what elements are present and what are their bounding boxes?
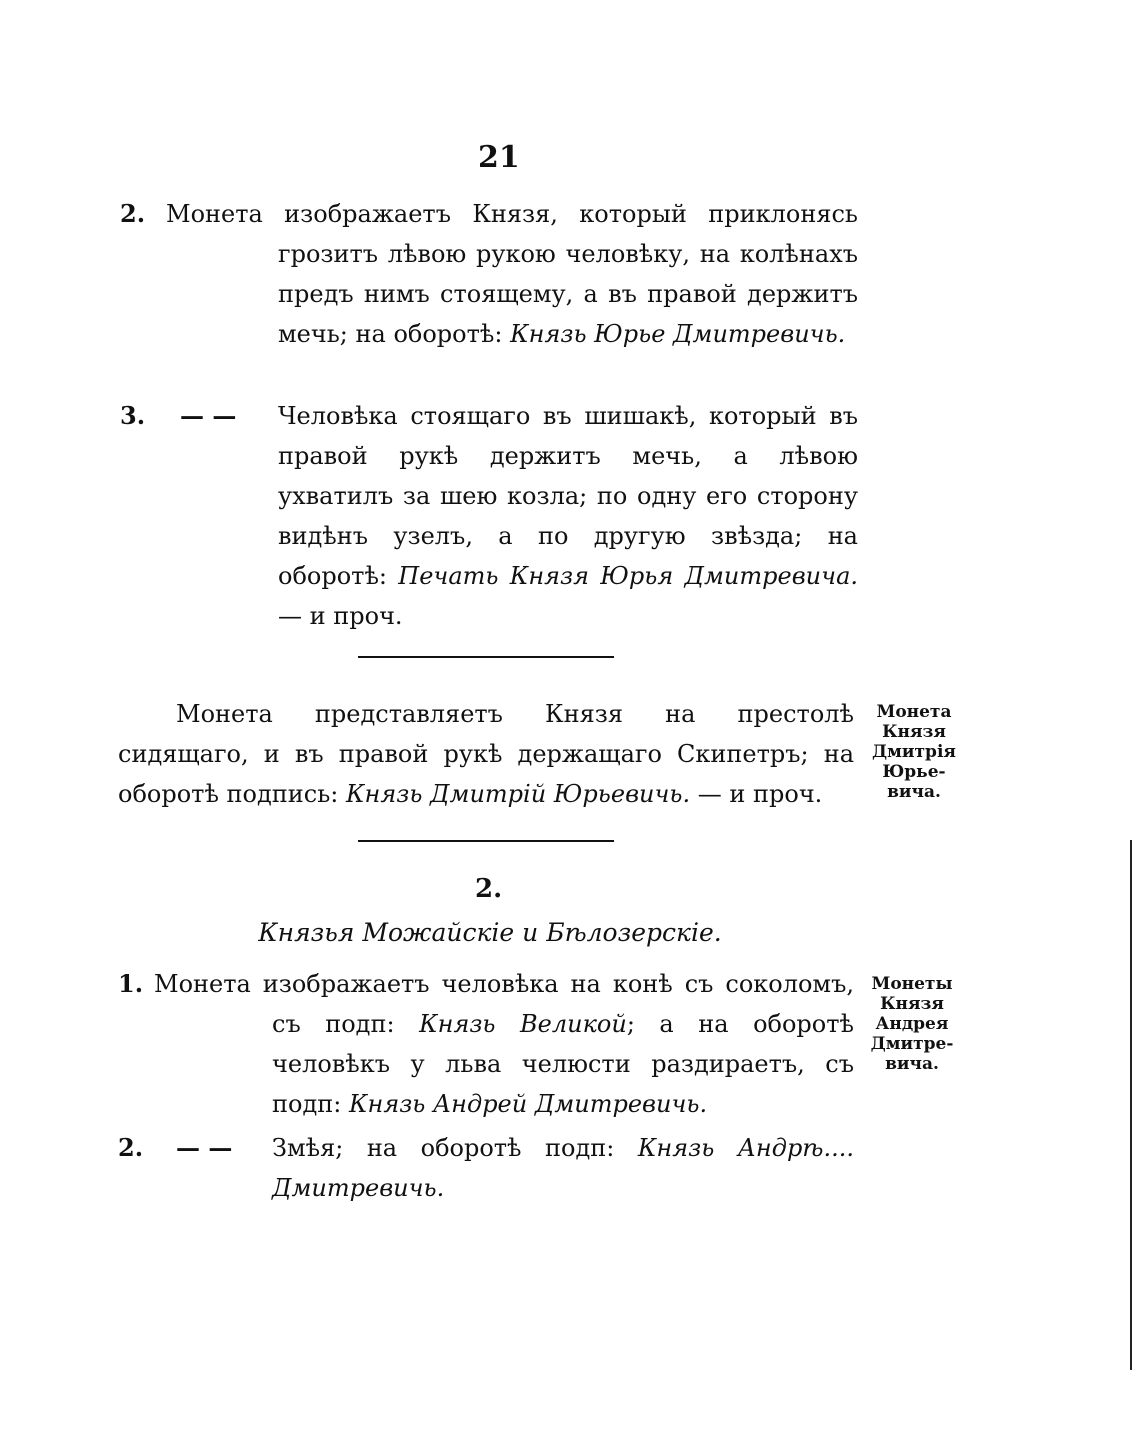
margin-note-line: Князя — [880, 994, 944, 1014]
entry-marker: 2. — [118, 1133, 144, 1162]
description-text: Монета изображаетъ человѣка на конѣ съ соколомъ, съ подп: — [154, 970, 854, 1038]
coin-description — [154, 964, 854, 1124]
margin-note-line: Монеты — [871, 974, 953, 994]
section-heading: Князья Можайскіе и Бѣлозерскіе. — [258, 918, 722, 947]
margin-note-line: Дмитрія — [872, 742, 956, 762]
margin-note — [864, 702, 964, 802]
ditto-dash: — — — [180, 401, 237, 430]
section-rule — [358, 656, 614, 658]
page-number: 21 — [478, 140, 520, 175]
inscription-text: Князь Великой — [419, 1010, 627, 1038]
ditto-dash: — — — [176, 1133, 233, 1162]
margin-note-line: Андрея — [875, 1014, 949, 1034]
coin-description — [278, 396, 858, 636]
margin-note — [862, 974, 962, 1074]
description-text: ; а на оборотѣ человѣкъ у льва челюсти раздираетъ, съ подп: — [272, 1010, 854, 1118]
entry-marker: 2. — [120, 199, 146, 228]
margin-note-line: вича. — [885, 1054, 939, 1074]
description-tail: — и проч. — [690, 780, 823, 808]
inscription-text: Князь Андрѣ.... Дмитревичь. — [272, 1134, 855, 1202]
inscription-text: Князь Юрье Дмитревичь. — [510, 320, 846, 348]
section-rule — [358, 840, 614, 842]
description-text: Монета изображаетъ Князя, который приклонясь грозитъ лѣвою рукою человѣку, на колѣнахъ предъ нимъ стоящему, а въ правой держитъ мечь; на оборотѣ: — [166, 200, 858, 348]
coin-description — [166, 194, 858, 354]
description-tail: — и проч. — [278, 602, 403, 630]
description-text: Змѣя; на оборотѣ подп: — [272, 1134, 638, 1162]
description-text: Человѣка стоящаго въ шишакѣ, который въ правой рукѣ держитъ мечь, а лѣвою ухватилъ за шею козла; по одну его сторону видѣнъ узелъ, а по другую звѣзда; на оборотѣ: — [278, 402, 858, 590]
margin-note-line: вича. — [887, 782, 941, 802]
coin-description — [118, 694, 854, 814]
entry-marker: 3. — [120, 401, 146, 430]
margin-note-line: Князя — [882, 722, 946, 742]
entry-marker: 1. — [118, 969, 144, 998]
inscription-text: Князь Дмитрій Юрьевичь. — [345, 780, 691, 808]
inscription-text: Печать Князя Юрья Дмитревича. — [398, 562, 859, 590]
inscription-text: Князь Андрей Дмитревичь. — [348, 1090, 708, 1118]
section-number: 2. — [475, 874, 503, 904]
margin-note-line: Юрье- — [882, 762, 946, 782]
description-text: Монета представляетъ Князя на престолѣ сидящаго, и въ правой рукѣ держащаго Скипетръ; на оборотѣ подпись: — [118, 700, 854, 808]
page-edge-line — [1130, 840, 1132, 1370]
margin-note-line: Дмитре- — [870, 1034, 954, 1054]
coin-description — [272, 1128, 854, 1208]
margin-note-line: Монета — [876, 702, 952, 722]
